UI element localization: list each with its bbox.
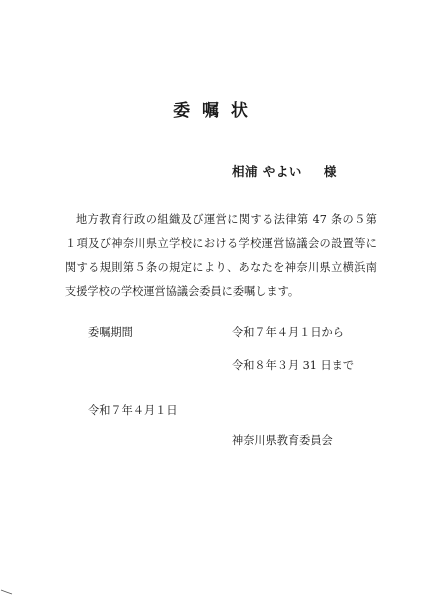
body-paragraph: 地方教育行政の組織及び運営に関する法律第 47 条の５第１項及び神奈川県立学校における学校運営協議会の設置等に関する規則第５条の規定により、あなたを神奈川県立横浜南支援学校の学校運営協議会委員に委嘱します。 bbox=[65, 213, 377, 298]
term-end-date: 令和８年３月 31 日まで bbox=[232, 359, 355, 372]
issuer-name: 神奈川県教育委員会 bbox=[232, 434, 333, 447]
issue-date: 令和７年４月１日 bbox=[88, 404, 178, 417]
recipient bbox=[232, 162, 382, 180]
recipient-honorific: 様 bbox=[323, 164, 337, 179]
document-title: 委 嘱 状 bbox=[173, 101, 251, 121]
term-start-date: 令和７年４月１日から bbox=[232, 326, 344, 339]
recipient-name: 相浦 やよい bbox=[232, 164, 302, 179]
scan-artifact-mark bbox=[0, 588, 14, 596]
term-label: 委嘱期間 bbox=[88, 326, 133, 339]
